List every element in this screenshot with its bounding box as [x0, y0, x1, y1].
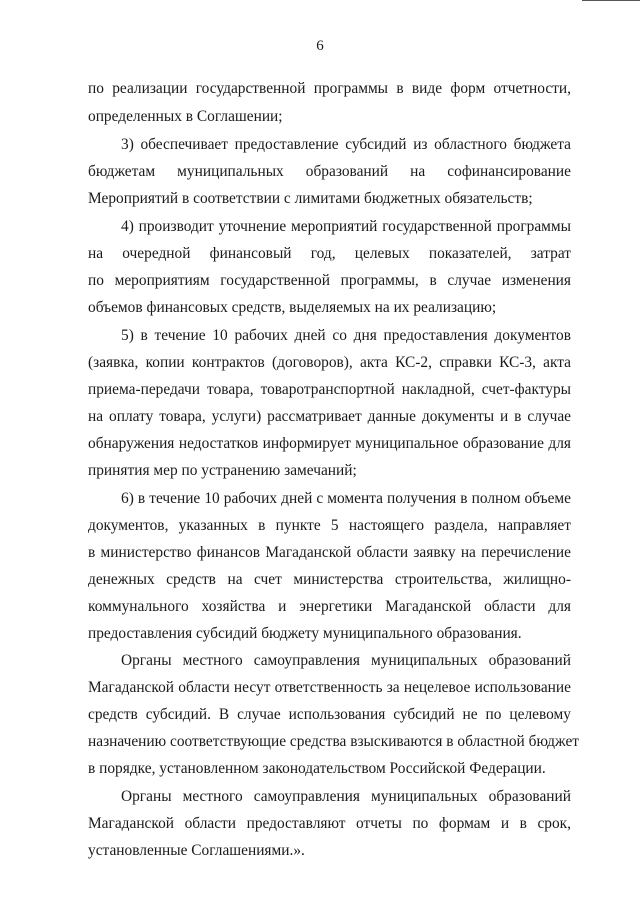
- text-line: 3) обеспечивает предоставление субсидий из областного бюджета: [121, 136, 571, 153]
- text-line: обнаружения недостатков информирует муниципальное образование для: [88, 435, 571, 452]
- text-line: в порядке, установленном законодательством Российской Федерации.: [88, 760, 546, 777]
- text-line: установленные Соглашениями.».: [88, 842, 305, 859]
- text-line: Магаданской области несут ответственность за нецелевое использование: [88, 679, 571, 696]
- text-line: на очередной финансовый год, целевых показателей, затрат: [88, 245, 571, 262]
- text-line: принятия мер по устранению замечаний;: [88, 462, 357, 479]
- text-line: 5) в течение 10 рабочих дней со дня предоставления документов: [121, 327, 571, 344]
- text-line: Органы местного самоуправления муниципальных образований: [121, 788, 571, 805]
- text-line: по мероприятиям государственной программы, в случае изменения: [88, 272, 571, 289]
- scan-edge-mark: [582, 0, 640, 1]
- text-line: по реализации государственной программы в виде форм отчетности,: [88, 80, 571, 97]
- text-line: 4) производит уточнение мероприятий государственной программы: [121, 218, 571, 235]
- text-line: определенных в Соглашении;: [88, 108, 283, 125]
- text-line: объемов финансовых средств, выделяемых на их реализацию;: [88, 299, 497, 316]
- text-line: бюджетам муниципальных образований на софинансирование: [88, 163, 571, 180]
- text-line: документов, указанных в пункте 5 настоящего раздела, направляет: [88, 517, 571, 534]
- text-line: 6) в течение 10 рабочих дней с момента получения в полном объеме: [121, 490, 571, 507]
- text-line: (заявка, копии контрактов (договоров), акта КС-2, справки КС-3, акта: [88, 354, 571, 371]
- page-number: 6: [316, 38, 324, 54]
- text-line: на оплату товара, услуги) рассматривает данные документы и в случае: [88, 408, 571, 425]
- text-line: Органы местного самоуправления муниципальных образований: [121, 652, 571, 669]
- text-line: коммунального хозяйства и энергетики Магаданской области для: [88, 598, 571, 615]
- text-line: предоставления субсидий бюджету муниципального образования.: [88, 625, 522, 642]
- text-line: назначению соответствующие средства взыскиваются в областной бюджет: [88, 733, 579, 750]
- text-line: приема-передачи товара, товаротранспортной накладной, счет-фактуры: [88, 381, 571, 398]
- text-line: Магаданской области предоставляют отчеты по формам и в срок,: [88, 815, 571, 832]
- text-line: в министерство финансов Магаданской области заявку на перечисление: [88, 544, 571, 561]
- text-line: Мероприятий в соответствии с лимитами бюджетных обязательств;: [88, 190, 533, 207]
- text-line: денежных средств на счет министерства строительства, жилищно-: [88, 571, 571, 588]
- text-line: средств субсидий. В случае использования субсидий не по целевому: [88, 706, 571, 723]
